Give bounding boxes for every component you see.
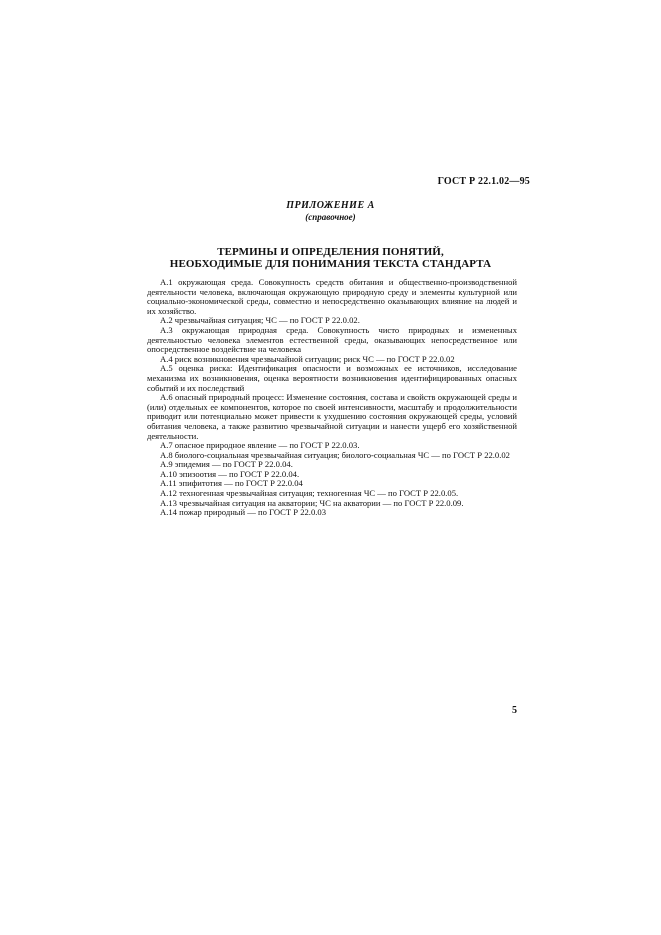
term-entry-a4: А.4 риск возникновения чрезвычайной ситуации; риск ЧС — по ГОСТ Р 22.0.02 — [160, 353, 455, 364]
term-entry-a9: А.9 эпидемия — по ГОСТ Р 22.0.04. — [160, 459, 293, 470]
term-entry-a10: А.10 эпизоотия — по ГОСТ Р 22.0.04. — [160, 468, 300, 479]
term-entry-a12: А.12 техногенная чрезвычайная ситуация; техногенная ЧС — по ГОСТ Р 22.0.05. — [160, 488, 459, 499]
term-entry-a14: А.14 пожар природный — по ГОСТ Р 22.0.03 — [160, 507, 326, 518]
section-title-line-1: ТЕРМИНЫ И ОПРЕДЕЛЕНИЯ ПОНЯТИЙ, — [217, 246, 444, 258]
term-entry-a13: А.13 чрезвычайная ситуация на акватории; ЧС на акватории — по ГОСТ Р 22.0.09. — [160, 497, 464, 508]
standard-id: ГОСТ Р 22.1.02—95 — [437, 176, 530, 187]
term-entry-a7: А.7 опасное природное явление — по ГОСТ Р 22.0.03. — [160, 440, 360, 451]
term-entry-a2: А.2 чрезвычайная ситуация; ЧС — по ГОСТ Р 22.0.02. — [160, 315, 360, 326]
appendix-note: (справочное) — [305, 212, 356, 222]
term-entry-a6: А.6 опасный природный процесс: Изменение состояния, состава и свойств окружающей среды и (или) отдельных ее компонентов, которое по своей интенсивности, масштабу и продолжительности приводит или потенциально может привести к ухудшению состояния окружающей среды, условий обитания человека, а также развитию чрезвычайной ситуации и нанести ущерб его хозяйственной деятельности. — [147, 392, 517, 441]
appendix-title: ПРИЛОЖЕНИЕ А — [286, 200, 375, 211]
terms-list — [147, 278, 517, 518]
term-entry-a3: А.3 окружающая природная среда. Совокупность чисто природных и измененных деятельностью человека элементов естественной среды, оказывающих непосредственное или опосредственное воздействие на человека — [147, 324, 517, 355]
term-entry-a5: А.5 оценка риска: Идентификация опасности и возможных ее источников, исследование механизма их возникновения, оценка вероятности возникновения идентифицированных опасных событий и их последствий — [147, 363, 517, 393]
page-number: 5 — [512, 705, 517, 716]
section-title-line-2: НЕОБХОДИМЫЕ ДЛЯ ПОНИМАНИЯ ТЕКСТА СТАНДАРТА — [169, 258, 492, 270]
term-entry-a1: А.1 окружающая среда. Совокупность средств обитания и общественно-производственной деятельности человека, включающая окружающую природную среду и элементы культурной или социально-экономической среды, совместно и непосредственно оказывающих влияние на людей и их хозяйство. — [147, 277, 517, 316]
term-entry-a8: А.8 биолого-социальная чрезвычайная ситуация; биолого-социальная ЧС — по ГОСТ Р 22.0.02 — [160, 449, 510, 460]
term-entry-a11: А.11 эпифитотия — по ГОСТ Р 22.0.04 — [160, 478, 303, 489]
